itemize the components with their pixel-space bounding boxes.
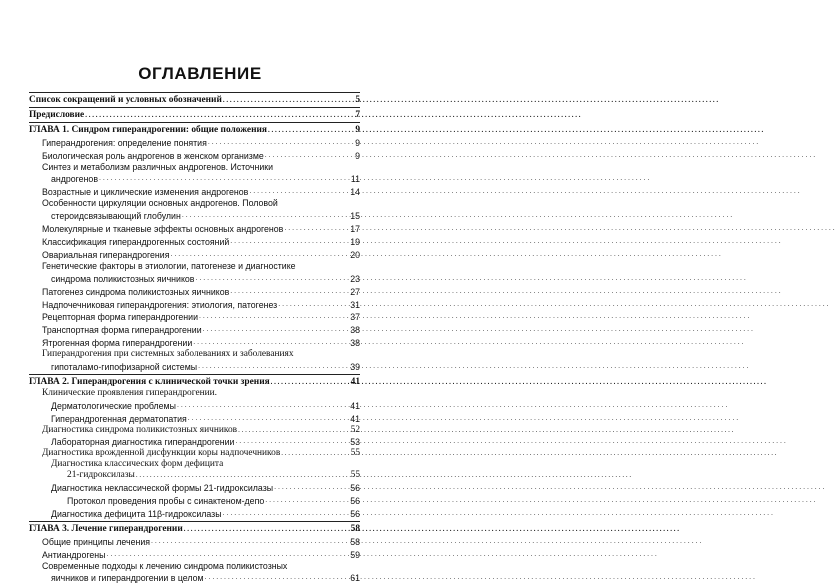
toc-entry[interactable] [29,95,360,106]
toc-entry-page: 15 [350,211,360,222]
toc-entry-title: Молекулярные и тканевые эффекты основных андрогенов [42,224,284,235]
toc-entry[interactable] [29,399,360,412]
toc-entry-page: 56 [350,483,360,494]
toc-entry[interactable] [29,185,360,198]
toc-leader-dots [205,571,350,584]
toc-entry-title[interactable]: Синтез и метаболизм различных андрогенов. Источники [42,161,273,172]
toc-entry-page: 58 [350,523,360,534]
toc-entry-title[interactable]: Гиперандрогения при системных заболеваниях и заболеваниях [42,349,294,360]
toc-entry-page: 9 [355,150,360,161]
toc-entry[interactable] [29,481,360,494]
toc-entry-title[interactable]: Генетические факторы в этиологии, патогенезе и диагностике [42,260,296,271]
toc-entry-page: 38 [350,338,360,349]
toc-entry-page: 20 [350,249,360,260]
toc-entry-title: Надпочечниковая гиперандрогения: этиология, патогенез [42,299,278,310]
toc-entry[interactable] [29,412,360,425]
toc-entry[interactable] [29,470,360,481]
toc-leader-dots [223,95,351,106]
toc-entry[interactable] [29,494,360,507]
toc-entry-page: 56 [350,508,360,519]
toc-leader-dots [274,481,349,494]
toc-entry[interactable] [29,298,360,311]
toc-leader-dots [203,323,350,336]
toc-entry-title: Возрастные и циклические изменения андрогенов [42,187,249,198]
divider [29,92,360,93]
toc-entry-title: Лабораторная диагностика гиперандрогении [51,437,235,448]
toc-entry[interactable] [29,310,360,323]
toc-entry-title: Гиперандрогения: определение понятия [42,137,207,148]
toc-entry-title: ГЛАВА 2. Гиперандрогения с клинической точки зрения [29,376,270,387]
toc-entry-title: Патогенез синдрома поликистозных яичников [42,286,230,297]
toc-entry[interactable] [29,209,360,222]
toc-chapter-heading[interactable] [29,377,360,388]
toc-leader-dots [208,136,351,149]
divider [29,521,360,522]
toc-entry-title-continued: синдрома поликистозных яичников [51,273,195,284]
toc-entry-page: 7 [355,109,360,120]
toc-entry-page: 17 [350,224,360,235]
toc-entry-title: Антиандрогены [42,549,106,560]
toc-entry-page: 37 [350,312,360,323]
toc-chapter-heading[interactable] [29,125,360,136]
toc-leader-dots [195,272,349,285]
toc-entry-title-continued: гипоталамо-гипофизарной системы [51,362,198,373]
toc-entry-page: 5 [355,95,360,105]
toc-leader-dots [230,285,349,298]
toc-entry[interactable] [29,222,360,235]
toc-entry-title: Гиперандрогенная дерматопатия [51,413,187,424]
toc-leader-dots [99,172,350,185]
toc-entry-title[interactable]: Диагностика классических форм дефицита [51,459,224,470]
toc-entry-page: 14 [350,187,360,198]
toc-leader-dots [193,336,349,349]
toc-entry-page: 27 [350,286,360,297]
toc-entry-page: 23 [350,273,360,284]
toc-leader-dots [199,310,349,323]
toc-entry-page: 31 [350,299,360,310]
toc-entry-title: Рецепторная форма гиперандрогении [42,312,198,323]
toc-entry-title: Общие принципы лечения [42,536,151,547]
toc-entry-title: Транспортная форма гиперандрогении [42,325,202,336]
toc-leader-dots [177,399,349,412]
divider [29,122,360,123]
toc-entry[interactable] [29,535,360,548]
toc-entry[interactable] [29,136,360,149]
toc-entry-page: 39 [350,362,360,373]
toc-leader-dots [188,412,349,425]
toc-entry[interactable] [29,548,360,561]
toc-leader-dots [265,494,349,507]
toc-entry-page: 55 [350,448,360,459]
toc-entry[interactable] [29,235,360,248]
toc-entry-title: 21-гидроксилазы [67,470,135,481]
toc-entry-page: 53 [350,437,360,448]
toc-entry-page: 41 [350,413,360,424]
toc-entry-title: Диагностика неклассической формы 21-гидроксилазы [51,483,274,494]
toc-entry-page: 11 [350,174,360,185]
toc-leader-dots [106,548,349,561]
toc-entry[interactable] [29,285,360,298]
toc-entry-title: ГЛАВА 1. Синдром гиперандрогении: общие положения [29,124,267,135]
toc-entry-page: 52 [350,424,360,435]
toc-entry-page: 38 [350,325,360,336]
toc-entry[interactable] [29,336,360,349]
toc-entry[interactable] [29,149,360,162]
toc-entry[interactable] [29,248,360,261]
toc-leader-dots [184,524,350,535]
toc-leader-dots [151,535,349,548]
divider [29,374,360,375]
toc-entry-page: 59 [350,549,360,560]
toc-leader-dots [136,470,350,481]
toc-entry-title: Диагностика врожденной дисфункции коры надпочечников [42,448,281,459]
toc-entry-title: Диагностика синдрома поликистозных яичников [42,424,238,435]
toc-entry-title: Ятрогенная форма гиперандрогении [42,338,193,349]
toc-entry[interactable] [29,425,360,436]
toc-entry-title[interactable]: Современные подходы к лечению синдрома поликистозных [42,560,288,571]
toc-page [0,0,400,584]
toc-entry[interactable] [29,272,360,285]
toc-leader-dots [281,448,349,459]
toc-entry-page: 56 [350,496,360,506]
toc-entry-title: Предисловие [29,109,85,120]
toc-entry-title[interactable]: Особенности циркуляции основных андрогенов. Половой [42,198,278,209]
toc-entry[interactable] [29,110,360,121]
page-title: ОГЛАВЛЕНИЕ [138,64,262,83]
toc-entry[interactable] [29,360,360,373]
toc-entry-title[interactable]: Клинические проявления гиперандрогении. [42,387,218,398]
toc-entry-page: 41 [350,400,360,411]
toc-leader-dots [235,435,349,448]
toc-entry[interactable] [29,323,360,336]
toc-entry-title: Протокол проведения пробы с синактеном-депо [67,496,265,506]
toc-entry-page: 41 [350,376,360,387]
toc-leader-dots [278,298,349,311]
toc-leader-dots [223,507,350,520]
toc-entry[interactable] [29,435,360,448]
divider [29,107,360,108]
toc-entry-title-continued: стероидсвязывающий глобулин [51,211,181,222]
toc-entry-title: Классификация гиперандрогенных состояний [42,236,230,247]
toc-entry-title: Список сокращений и условных обозначений [29,95,222,105]
table-of-contents [29,91,360,584]
toc-entry-page: 61 [350,573,360,584]
toc-entry-title: Биологическая роль андрогенов в женском организме [42,150,264,161]
toc-entry-title: Дерматологические проблемы [51,400,176,411]
toc-entry-title: Овариальная гиперандрогения [42,249,170,260]
toc-leader-dots [238,425,350,436]
toc-leader-dots [271,377,350,388]
toc-entry[interactable] [29,448,360,459]
toc-entry[interactable] [29,507,360,520]
toc-leader-dots [198,360,349,373]
toc-leader-dots [268,125,351,136]
toc-entry-page: 58 [350,536,360,547]
toc-leader-dots [170,248,349,261]
toc-entry-page: 9 [355,124,360,135]
toc-entry-page: 19 [350,236,360,247]
toc-entry-title: Диагностика дефицита 11β-гидроксилазы [51,508,222,519]
toc-leader-dots [230,235,349,248]
toc-chapter-heading[interactable] [29,524,360,535]
toc-leader-dots [182,209,349,222]
toc-leader-dots [265,149,351,162]
toc-leader-dots [284,222,349,235]
toc-entry-page: 9 [355,137,360,148]
toc-entry-title-continued: андрогенов [51,174,98,185]
toc-entry-page: 55 [350,470,360,481]
toc-entry-title-continued: яичников и гиперандрогении в целом [51,573,204,584]
toc-leader-dots [85,110,351,121]
toc-entry[interactable] [29,571,360,584]
toc-entry[interactable] [29,172,360,185]
toc-entry-title: ГЛАВА 3. Лечение гиперандрогении [29,523,183,534]
toc-leader-dots [249,185,349,198]
